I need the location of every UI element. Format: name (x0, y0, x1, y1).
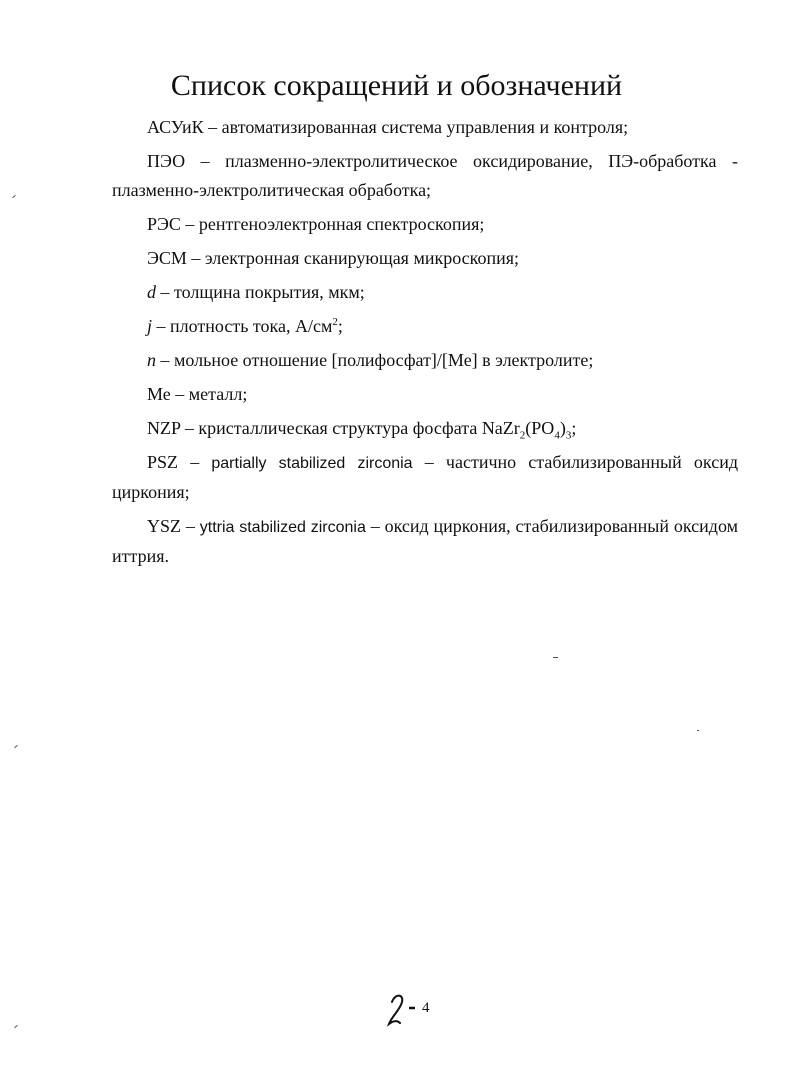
list-item (112, 273, 738, 307)
abbr-term: NZP (147, 418, 181, 438)
abbr-definition: – автоматизированная система управления и контроля; (203, 117, 629, 137)
list-item (112, 409, 738, 443)
formula-part: ) (559, 418, 566, 438)
abbr-definition: – металл; (170, 384, 248, 404)
list-item (112, 142, 738, 205)
scan-speck (14, 1025, 18, 1028)
separator: – (181, 516, 200, 536)
abbr-definition: – оксид циркония, стабилизированный оксидом иттрия. (112, 516, 738, 566)
abbr-definition: – плазменно-электролитическое оксидирование, ПЭ-обработка - плазменно-электролитическая обработка; (112, 151, 738, 200)
abbr-term: АСУиК (147, 117, 204, 137)
abbr-term: Ме (147, 384, 171, 404)
subscript: 4 (554, 429, 560, 442)
list-item (112, 205, 738, 239)
page-number (384, 990, 444, 1030)
scan-speck (553, 657, 558, 658)
page-title: Список сокращений и обозначений (170, 69, 623, 102)
list-item (112, 239, 738, 273)
list-item (112, 375, 738, 409)
formula-part: NaZr (481, 418, 520, 438)
handwritten-page-number (384, 990, 424, 1030)
list-item (112, 341, 738, 375)
subscript: 2 (519, 429, 526, 442)
abbr-term: PSZ (147, 452, 179, 472)
list-item (112, 507, 738, 571)
abbr-term: n (147, 350, 156, 370)
abbr-definition: – частично стабилизированный оксид циркония; (112, 452, 739, 502)
abbr-term: d (147, 282, 156, 302)
abbr-definition: – мольное отношение [полифосфат]/[Ме] в электролите; (156, 350, 594, 370)
punctuation: ; (337, 316, 343, 336)
abbr-definition: – рентгеноэлектронная спектроскопия; (180, 214, 485, 234)
list-item (112, 307, 738, 341)
abbr-definition: – кристаллическая структура фосфата (180, 418, 482, 438)
scan-speck (12, 195, 16, 198)
abbr-term: ЭСМ (147, 248, 187, 268)
formula-part: (PO (525, 418, 555, 438)
list-item (112, 113, 738, 142)
abbr-definition: – электронная сканирующая микроскопия; (186, 248, 520, 268)
english-term: partially stabilized zirconia (211, 455, 413, 472)
page-number-digit: 4 (422, 1000, 430, 1016)
punctuation: ; (571, 418, 577, 438)
abbr-term: ПЭО (147, 151, 186, 171)
scan-speck (697, 730, 699, 731)
abbr-definition: – толщина покрытия, мкм; (156, 282, 365, 302)
scan-speck (14, 745, 18, 748)
abbr-term: j (147, 316, 153, 336)
abbr-term: РЭС (147, 214, 181, 234)
abbr-definition: – плотность тока, А/см (152, 316, 333, 336)
subscript: 3 (565, 429, 572, 442)
list-item (112, 443, 738, 507)
superscript: 2 (332, 316, 338, 328)
english-term: yttria stabilized zirconia (199, 519, 366, 536)
abbr-term: YSZ (147, 516, 182, 536)
separator: – (178, 452, 212, 472)
abbreviation-list (112, 113, 738, 571)
